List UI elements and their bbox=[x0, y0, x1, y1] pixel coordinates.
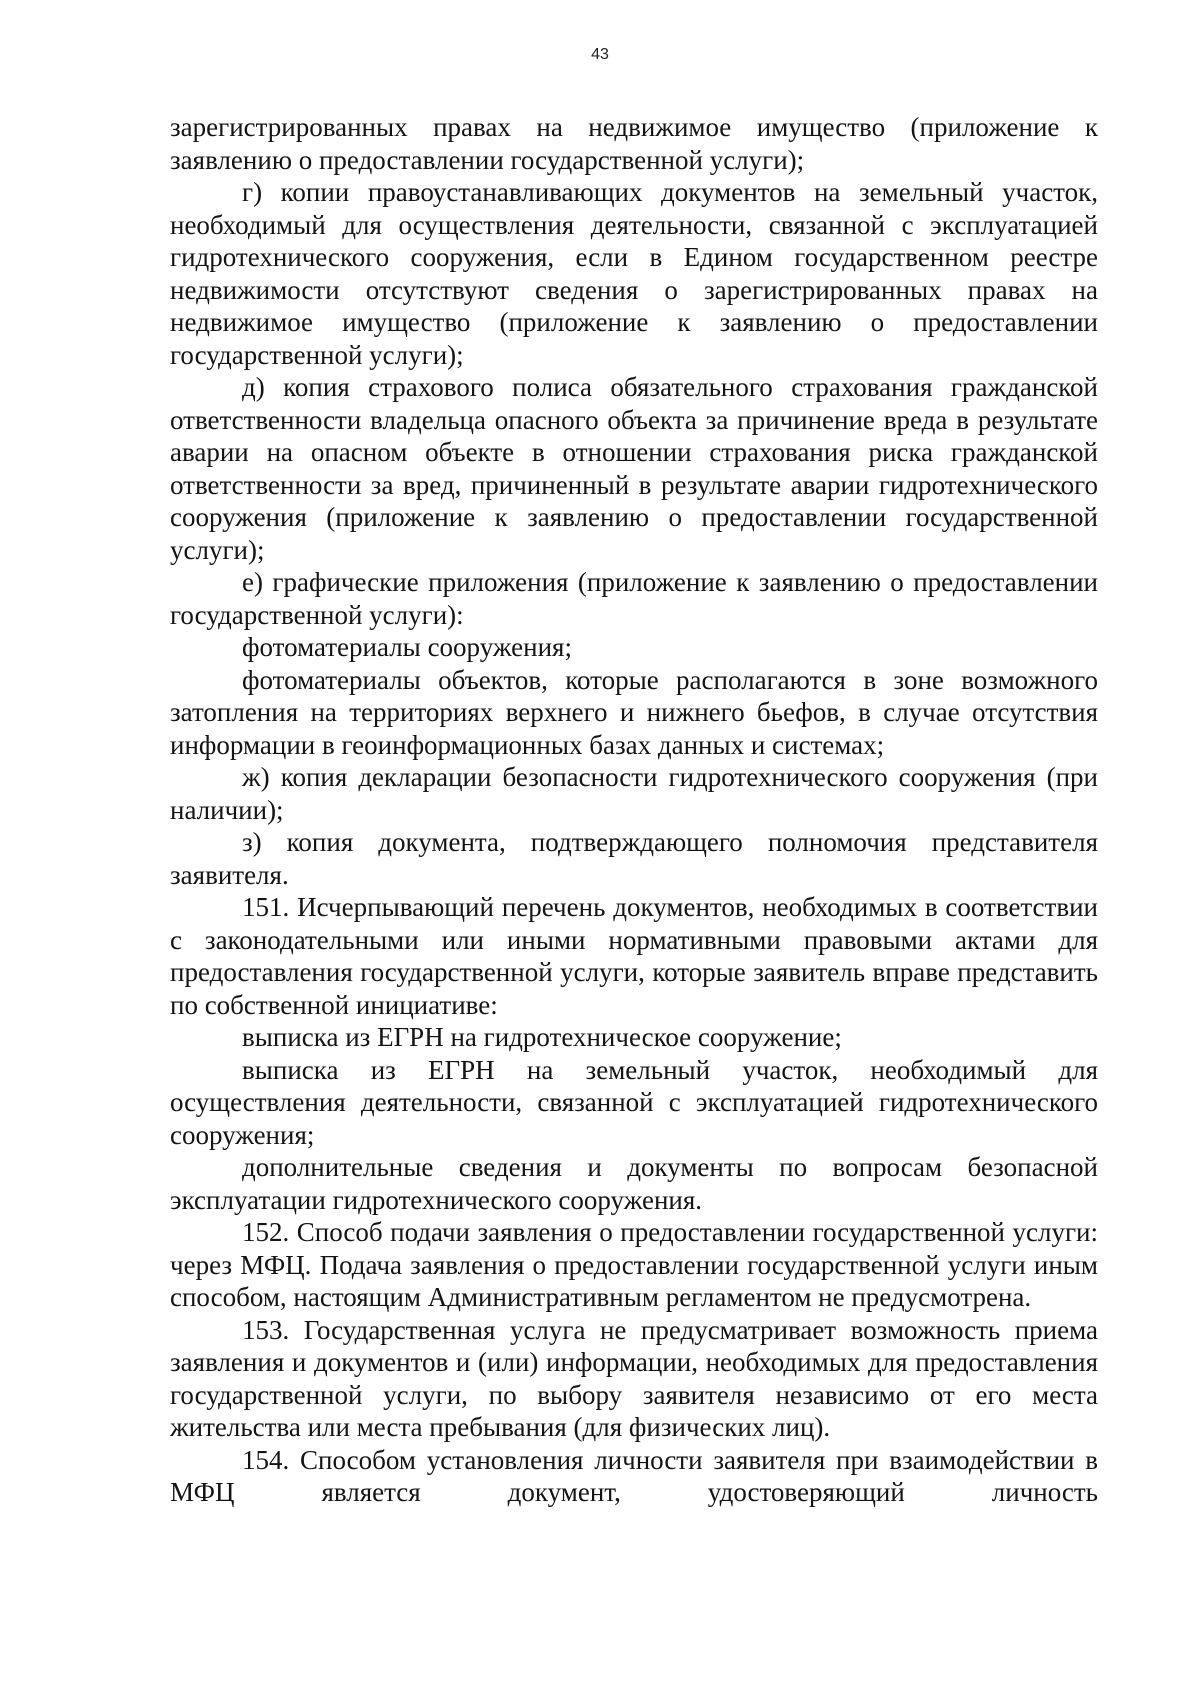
page-number: 43 bbox=[591, 46, 609, 63]
paragraph-photo-objects: фотоматериалы объектов, которые располагаются в зоне возможного затопления на территориях верхнего и нижнего бьефов, в случае отсутствия информации в геоинформационных базах данных и системах; bbox=[170, 664, 1098, 760]
paragraph-item-z: з) копия документа, подтверждающего полномочия представителя заявителя. bbox=[170, 827, 1098, 890]
paragraph-153: 153. Государственная услуга не предусматривает возможность приема заявления и документов и (или) информации, необходимых для предоставления государственной услуги, по выбору заявителя независимо от его места жительства или места пребывания (для физических лиц). bbox=[170, 1314, 1098, 1442]
document-body bbox=[170, 111, 1098, 1509]
paragraph-egrn-land: выписка из ЕГРН на земельный участок, необходимый для осуществления деятельности, связанной с эксплуатацией гидротехнического сооружения; bbox=[170, 1054, 1098, 1150]
paragraph-additional-info: дополнительные сведения и документы по вопросам безопасной эксплуатации гидротехнического сооружения. bbox=[170, 1152, 1098, 1215]
paragraph-154: 154. Способом установления личности заявителя при взаимодействии в МФЦ является документ, удостоверяющий личность bbox=[170, 1444, 1098, 1507]
paragraph-photo-structure: фотоматериалы сооружения; bbox=[242, 632, 572, 662]
paragraph-152: 152. Способ подачи заявления о предоставлении государственной услуги: через МФЦ. Подача заявления о предоставлении государственной услуги иным способом, настоящим Административным регламентом не предусмотрена. bbox=[170, 1217, 1098, 1312]
paragraph-item-e: е) графические приложения (приложение к заявлению о предоставлении государственной услуги): bbox=[170, 567, 1098, 630]
paragraph-egrn-structure: выписка из ЕГРН на гидротехническое сооружение; bbox=[242, 1022, 842, 1052]
paragraph-item-d: д) копия страхового полиса обязательного страхования гражданской ответственности владельца опасного объекта за причинение вреда в результате аварии на опасном объекте в отношении страхования риска гражданской ответственности за вред, причиненный в результате аварии гидротехнического сооружения (приложение к заявлению о предоставлении государственной услуги); bbox=[170, 372, 1098, 565]
paragraph-item-zh: ж) копия декларации безопасности гидротехнического сооружения (при наличии); bbox=[170, 762, 1098, 825]
paragraph-item-g: г) копии правоустанавливающих документов на земельный участок, необходимый для осуществления деятельности, связанной с эксплуатацией гидротехнического сооружения, если в Едином государственном реестре недвижимости отсутствуют сведения о зарегистрированных правах на недвижимое имущество (приложение к заявлению о предоставлении государственной услуги); bbox=[170, 177, 1098, 370]
paragraph-continuation: зарегистрированных правах на недвижимое имущество (приложение к заявлению о предоставлении государственной услуги); bbox=[170, 112, 1098, 175]
paragraph-151: 151. Исчерпывающий перечень документов, необходимых в соответствии с законодательными или иными нормативными правовыми актами для предоставления государственной услуги, которые заявитель вправе представить по собственной инициативе: bbox=[170, 892, 1098, 1020]
